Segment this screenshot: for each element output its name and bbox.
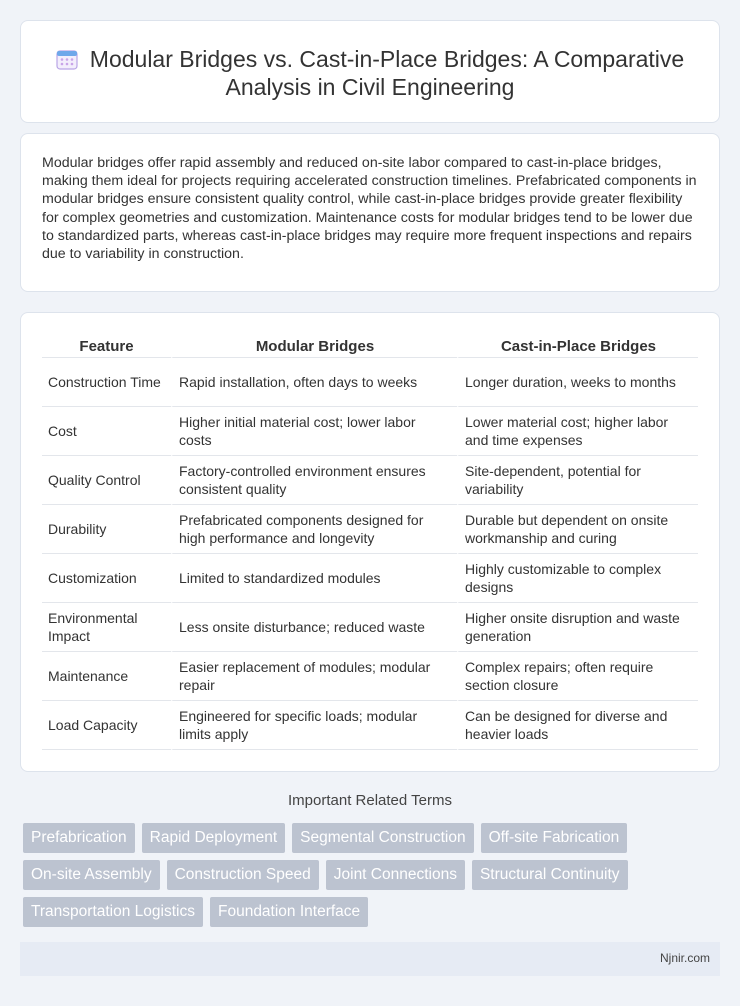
cast-in-place-cell: Highly customizable to complex designs xyxy=(457,554,698,603)
feature-cell: Quality Control xyxy=(42,456,171,505)
related-term-tag[interactable]: Construction Speed xyxy=(167,860,319,890)
related-terms-heading: Important Related Terms xyxy=(288,792,452,809)
page-title xyxy=(21,45,719,101)
related-term-tag[interactable]: Rapid Deployment xyxy=(142,823,286,853)
table-row xyxy=(42,603,698,652)
related-term-tag[interactable]: On-site Assembly xyxy=(23,860,160,890)
table-header-row xyxy=(42,331,698,358)
related-term-tag[interactable]: Joint Connections xyxy=(326,860,465,890)
modular-cell: Less onsite disturbance; reduced waste xyxy=(171,603,457,652)
feature-cell: Load Capacity xyxy=(42,701,171,750)
modular-cell: Rapid installation, often days to weeks xyxy=(171,358,457,407)
modular-cell: Limited to standardized modules xyxy=(171,554,457,603)
related-term-tag[interactable]: Transportation Logistics xyxy=(23,897,203,927)
cast-in-place-cell: Longer duration, weeks to months xyxy=(457,358,698,407)
header-feature: Feature xyxy=(42,331,171,358)
related-term-tag[interactable]: Structural Continuity xyxy=(472,860,628,890)
related-term-tag[interactable]: Foundation Interface xyxy=(210,897,368,927)
table-row xyxy=(42,407,698,456)
footer xyxy=(20,942,720,976)
cast-in-place-cell: Can be designed for diverse and heavier loads xyxy=(457,701,698,750)
cast-in-place-cell: Durable but dependent on onsite workmanship and curing xyxy=(457,505,698,554)
table-row xyxy=(42,701,698,750)
comparison-table xyxy=(42,331,698,750)
table-row xyxy=(42,505,698,554)
related-terms-section xyxy=(20,790,720,920)
related-term-tag[interactable]: Segmental Construction xyxy=(292,823,473,853)
feature-cell: Construction Time xyxy=(42,358,171,407)
page-title-text: Modular Bridges vs. Cast-in-Place Bridges: A Comparative Analysis in Civil Engineering xyxy=(89,46,685,100)
header-cast-in-place: Cast-in-Place Bridges xyxy=(457,331,698,358)
cast-in-place-cell: Higher onsite disruption and waste generation xyxy=(457,603,698,652)
related-term-tag[interactable]: Prefabrication xyxy=(23,823,135,853)
feature-cell: Cost xyxy=(42,407,171,456)
summary-card xyxy=(20,133,720,292)
calendar-icon xyxy=(56,48,78,70)
feature-cell: Environmental Impact xyxy=(42,603,171,652)
table-row xyxy=(42,358,698,407)
feature-cell: Maintenance xyxy=(42,652,171,701)
footer-source: Njnir.com xyxy=(659,951,710,965)
modular-cell: Easier replacement of modules; modular repair xyxy=(171,652,457,701)
table-row xyxy=(42,554,698,603)
related-terms-tags xyxy=(23,823,663,927)
header-modular: Modular Bridges xyxy=(171,331,457,358)
modular-cell: Prefabricated components designed for high performance and longevity xyxy=(171,505,457,554)
table-row xyxy=(42,652,698,701)
summary-text: Modular bridges offer rapid assembly and reduced on-site labor compared to cast-in-place bridges, making them ideal for projects requiring accelerated construction timelines. Prefabricated components in modular bridges ensure consistent quality control, while cast-in-place bridges provide greater flexibility for complex geometries and customization. Maintenance costs for modular bridges tend to be lower due to standardized parts, whereas cast-in-place bridges may require more frequent inspections and repairs due to variability in construction. xyxy=(42,155,697,263)
cast-in-place-cell: Lower material cost; higher labor and time expenses xyxy=(457,407,698,456)
modular-cell: Engineered for specific loads; modular limits apply xyxy=(171,701,457,750)
cast-in-place-cell: Site-dependent, potential for variability xyxy=(457,456,698,505)
comparison-table-card xyxy=(20,312,720,772)
table-row xyxy=(42,456,698,505)
title-card xyxy=(20,20,720,123)
feature-cell: Durability xyxy=(42,505,171,554)
related-term-tag[interactable]: Off-site Fabrication xyxy=(481,823,628,853)
feature-cell: Customization xyxy=(42,554,171,603)
cast-in-place-cell: Complex repairs; often require section closure xyxy=(457,652,698,701)
modular-cell: Factory-controlled environment ensures consistent quality xyxy=(171,456,457,505)
modular-cell: Higher initial material cost; lower labor costs xyxy=(171,407,457,456)
